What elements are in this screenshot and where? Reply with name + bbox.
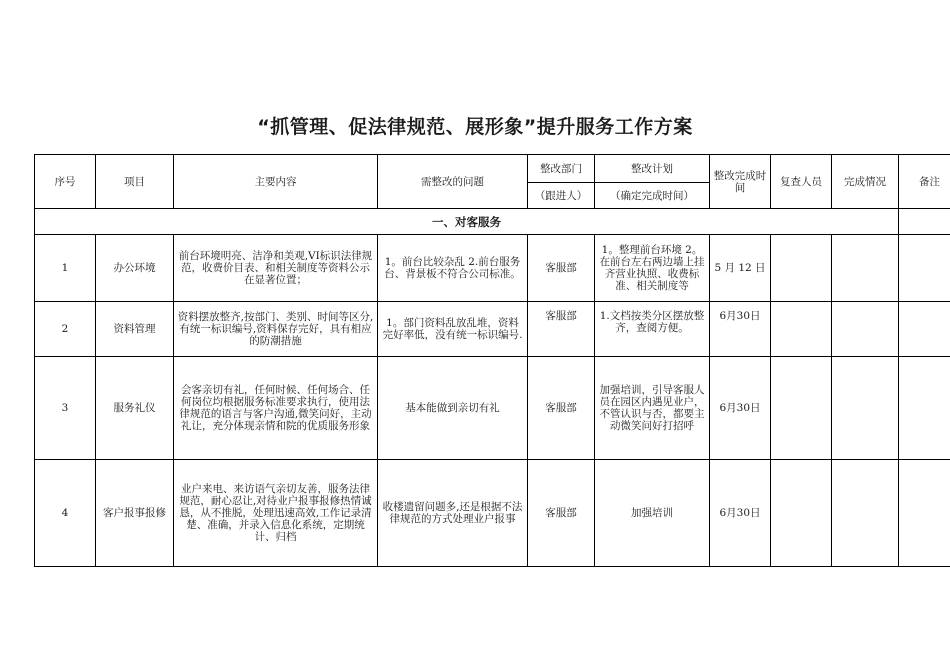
cell-plan: 1.文档按类分区摆放整齐，查阅方便。 [595, 302, 710, 357]
cell-content: 前台环境明亮、洁净和美观,VI标识法律规范，收费价目表、和相关制度等资料公示在显著位置； [174, 235, 378, 302]
header-item: 项目 [96, 155, 174, 209]
cell-finish-time: 6月30日 [710, 357, 771, 460]
header-finish-time: 整改完成时间 [710, 155, 771, 209]
cell-note [899, 357, 950, 460]
header-plan-sub: （确定完成时间） [595, 183, 710, 209]
cell-note [899, 302, 950, 357]
cell-dept: 客服部 [528, 302, 595, 357]
cell-item: 资料管理 [96, 302, 174, 357]
cell-seq: 2 [35, 302, 96, 357]
cell-content: 会客亲切有礼，任何时候、任何场合、任何岗位均根据服务标准要求执行，使用法律规范的语言与客户沟通,微笑问好，主动礼让，充分体现亲情和院的优质服务形象 [174, 357, 378, 460]
document-title: “抓管理、促法律规范、展形象”提升服务工作方案 [257, 116, 693, 138]
header-status: 完成情况 [832, 155, 899, 209]
cell-finish-time: 5 月 12 日 [710, 235, 771, 302]
work-plan-table [34, 154, 950, 567]
cell-dept: 客服部 [528, 460, 595, 567]
cell-issue: 基本能做到亲切有礼 [378, 357, 528, 460]
section-title: 一、对客服务 [35, 209, 899, 235]
header-reviewer: 复查人员 [771, 155, 832, 209]
cell-status [832, 460, 899, 567]
cell-issue: 1。前台比较杂乱 2.前台服务台、背景板不符合公司标准。 [378, 235, 528, 302]
cell-dept: 客服部 [528, 357, 595, 460]
cell-plan: 1。整理前台环境 2。在前台左右两边墙上挂齐营业执照、收费标准、相关制度等 [595, 235, 710, 302]
table-row [35, 302, 950, 357]
cell-dept: 客服部 [528, 235, 595, 302]
header-seq: 序号 [35, 155, 96, 209]
header-dept: 整改部门 [528, 155, 595, 183]
cell-plan: 加强培训，引导客服人员在园区内遇见业户，不管认识与否，都要主动微笑问好打招呼 [595, 357, 710, 460]
cell-seq: 3 [35, 357, 96, 460]
header-plan: 整改计划 [595, 155, 710, 183]
cell-content: 业户来电、来访语气亲切友善，服务法律规范，耐心忍让,对待业户报事报修热情诚恳，从不推脱，处理迅速高效,工作记录清楚、准确，并录入信息化系统，定期统计、归档 [174, 460, 378, 567]
cell-plan: 加强培训 [595, 460, 710, 567]
cell-item: 服务礼仪 [96, 357, 174, 460]
table-row [35, 460, 950, 567]
header-issue: 需整改的问题 [378, 155, 528, 209]
cell-reviewer [771, 235, 832, 302]
table-row [35, 235, 950, 302]
section-row [35, 209, 950, 235]
cell-content: 资料摆放整齐,按部门、类别、时间等区分,有统一标识编号,资料保存完好，具有相应的防潮措施 [174, 302, 378, 357]
cell-seq: 4 [35, 460, 96, 567]
cell-status [832, 302, 899, 357]
section-note-cell [899, 209, 950, 235]
cell-finish-time: 6月30日 [710, 460, 771, 567]
cell-note [899, 235, 950, 302]
header-row [35, 155, 950, 183]
cell-item: 办公环境 [96, 235, 174, 302]
cell-seq: 1 [35, 235, 96, 302]
cell-reviewer [771, 460, 832, 567]
cell-reviewer [771, 302, 832, 357]
header-content: 主要内容 [174, 155, 378, 209]
header-note: 备注 [899, 155, 950, 209]
cell-issue: 收楼遗留问题多,还是根据不法律规范的方式处理业户报事 [378, 460, 528, 567]
cell-status [832, 357, 899, 460]
header-dept-sub: （跟进人） [528, 183, 595, 209]
cell-finish-time: 6月30日 [710, 302, 771, 357]
cell-item: 客户报事报修 [96, 460, 174, 567]
cell-note [899, 460, 950, 567]
cell-issue: 1。部门资料乱放乱堆，资料完好率低，没有统一标识编号. [378, 302, 528, 357]
table-row [35, 357, 950, 460]
cell-status [832, 235, 899, 302]
cell-reviewer [771, 357, 832, 460]
